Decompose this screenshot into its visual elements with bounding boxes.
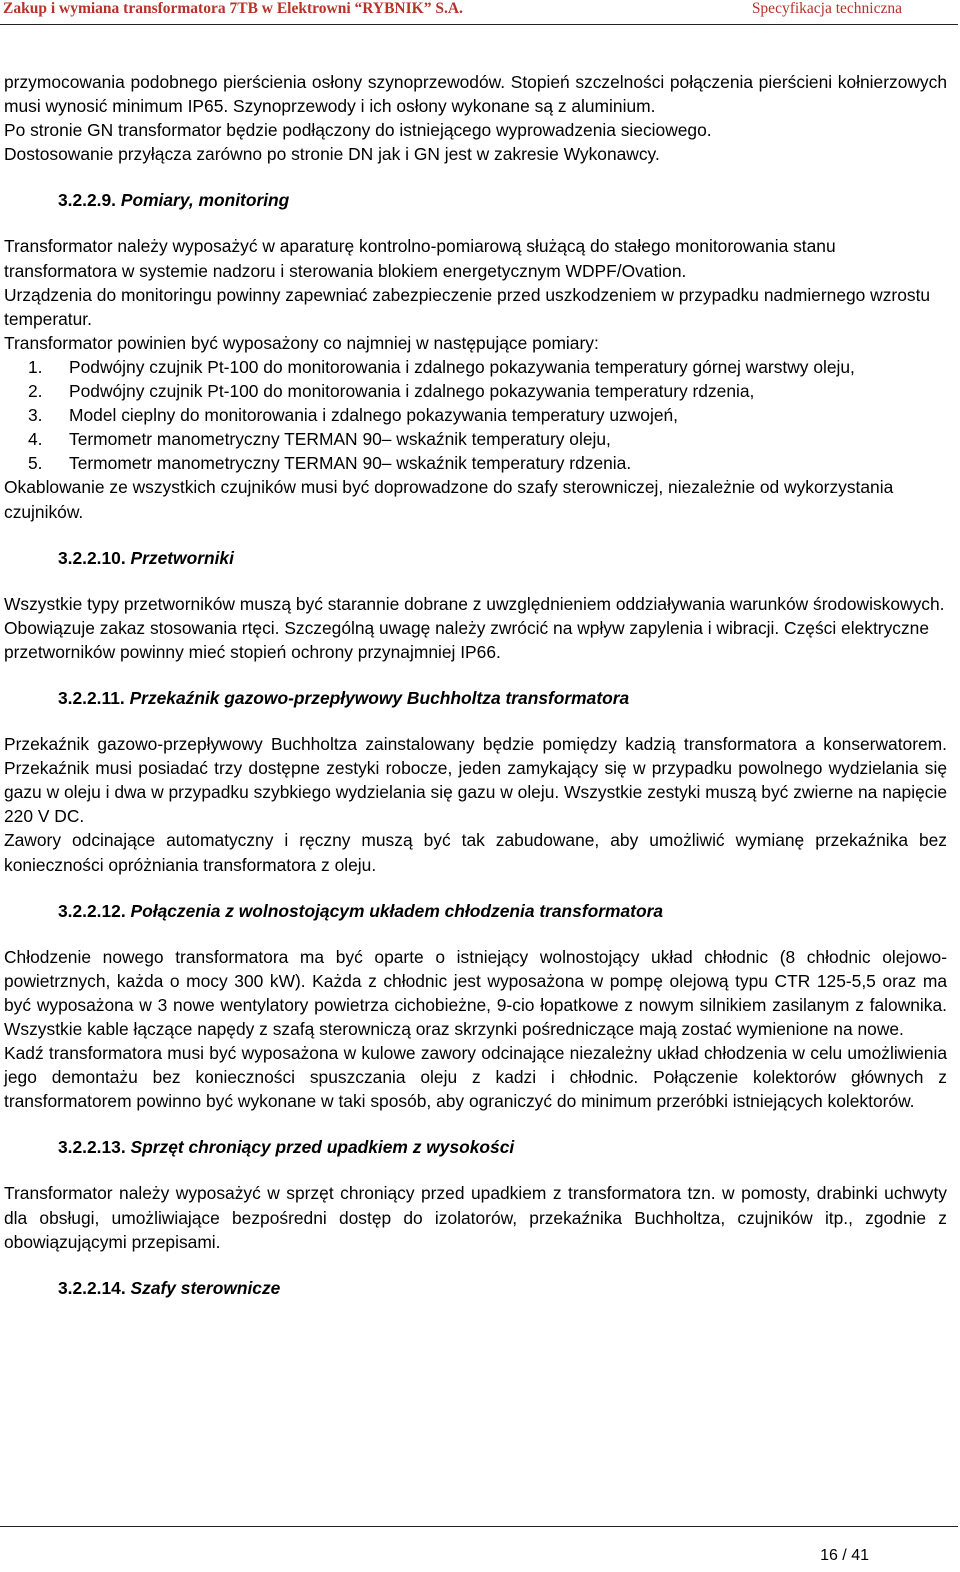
list-item <box>4 403 947 427</box>
section-number: 3.2.2.9. <box>58 190 117 211</box>
s11-paragraph-2: Zawory odcinające automatyczny i ręczny muszą być tak zabudowane, aby umożliwić wymianę przekaźnika bez konieczności opróżniania transformatora z oleju. <box>4 830 947 875</box>
section-title: Sprzęt chroniący przed upadkiem z wysokości <box>130 1137 515 1158</box>
list-item <box>4 451 947 475</box>
section-title: Przekaźnik gazowo-przepływowy Buchholtza transformatora <box>129 687 630 708</box>
s9-paragraph-3: Transformator powinien być wyposażony co najmniej w następujące pomiary: <box>4 332 599 353</box>
section-title: Pomiary, monitoring <box>120 190 290 211</box>
section-heading-3-2-2-9 <box>4 188 947 212</box>
section-heading-3-2-2-12 <box>4 899 947 923</box>
list-item-number: 1. <box>28 356 43 377</box>
list-item-number: 4. <box>28 429 43 450</box>
section-heading-3-2-2-13 <box>4 1135 947 1159</box>
section-heading-3-2-2-14 <box>4 1276 947 1300</box>
list-item-text: Podwójny czujnik Pt-100 do monitorowania i zdalnego pokazywania temperatury górnej warstwy oleju, <box>69 356 855 377</box>
page-content <box>4 70 947 1300</box>
document-subtitle: Specyfikacja techniczna <box>751 0 902 17</box>
page-header <box>0 0 960 22</box>
list-item-number: 3. <box>28 405 43 426</box>
section-title: Połączenia z wolnostojącym układem chłodzenia transformatora <box>130 900 664 921</box>
list-item-text: Termometr manometryczny TERMAN 90– wskaźnik temperatury oleju, <box>69 429 611 450</box>
list-item-text: Termometr manometryczny TERMAN 90– wskaźnik temperatury rdzenia. <box>69 453 632 474</box>
intro-paragraph-2: Po stronie GN transformator będzie podłączony do istniejącego wyprowadzenia sieciowego. <box>4 120 712 141</box>
s13-paragraph-1: Transformator należy wyposażyć w sprzęt chroniący przed upadkiem z transformatora tzn. w pomosty, drabinki uchwyty dla obsługi, umożliwiające bezpośredni dostęp do izolatorów, przekaźnika Buchholtza, czujników itp., zgodnie z obowiązującymi przepisami. <box>4 1183 947 1252</box>
section-title: Szafy sterownicze <box>130 1277 281 1298</box>
s10-paragraph-1: Wszystkie typy przetworników muszą być starannie dobrane z uwzględnieniem oddziaływania warunków środowiskowych. Obowiązuje zakaz stosowania rtęci. Szczególną uwagę należy zwrócić na wpływ zapylenia i wibracji. Części elektryczne przetworników powinny mieć stopień ochrony przynajmniej IP66. <box>4 593 945 662</box>
s9-paragraph-1: Transformator należy wyposażyć w aparaturę kontrolno-pomiarową służącą do stałego monitorowania stanu transformatora w systemie nadzoru i sterowania blokiem energetycznym WDPF/Ovation. <box>4 236 836 281</box>
document-title: Zakup i wymiana transformatora 7TB w Elektrowni “RYBNIK” S.A. <box>3 0 463 17</box>
header-divider <box>0 24 958 25</box>
section-heading-3-2-2-10 <box>4 546 947 570</box>
s12-paragraph-2: Kadź transformatora musi być wyposażona w kulowe zawory odcinające niezależny układ chłodzenia w celu umożliwienia jego demontażu bez konieczności spuszczania oleju z kadzi i chłodnic. Połączenie kolektorów głównych z transformatorem powinno być wykonane w taki sposób, aby ograniczyć do minimum przeróbki istniejących kolektorów. <box>4 1043 947 1112</box>
s9-paragraph-4: Okablowanie ze wszystkich czujników musi być doprowadzone do szafy sterowniczej, niezależnie od wykorzystania czujników. <box>4 477 894 522</box>
list-item-text: Podwójny czujnik Pt-100 do monitorowania i zdalnego pokazywania temperatury rdzenia, <box>69 381 755 402</box>
list-item <box>4 355 947 379</box>
page-number: 16 / 41 <box>820 1547 869 1564</box>
list-item <box>4 427 947 451</box>
s11-paragraph-1: Przekaźnik gazowo-przepływowy Buchholtza zainstalowany będzie pomiędzy kadzią transformatora a konserwatorem. Przekaźnik musi posiadać trzy dostępne zestyki robocze, jeden zamykający się w przypadku powolnego wydzielania się gazu w oleju i dwa w przypadku szybkiego wydzielania się gazu w oleju. Wszystkie zestyki muszą być zwierne na napięcie 220 V DC. <box>4 734 947 827</box>
intro-paragraph-1: przymocowania podobnego pierścienia osłony szynoprzewodów. Stopień szczelności połączenia pierścieni kołnierzowych musi wynosić minimum IP65. Szynoprzewody i ich osłony wykonane są z aluminium. <box>4 72 947 117</box>
measurement-list <box>4 355 947 475</box>
section-number: 3.2.2.12. <box>58 900 126 921</box>
list-item <box>4 379 947 403</box>
s12-paragraph-1: Chłodzenie nowego transformatora ma być oparte o istniejący wolnostojący układ chłodnic (8 chłodnic olejowo-powietrznych, każda o mocy 300 kW). Każda z chłodnic jest wyposażona w pompę olejową typu CTR 125-5,5 oraz ma być wyposażona w 3 nowe wentylatory powietrza cichobieżne, 9-cio łopatkowe z nowym silnikiem zasilanym z falownika. Wszystkie kable łączące napędy z szafą sterowniczą oraz skrzynki pośredniczące mają zostać wymienione na nowe. <box>4 946 947 1039</box>
list-item-number: 2. <box>28 381 43 402</box>
section-number: 3.2.2.14. <box>58 1277 126 1298</box>
section-number: 3.2.2.11. <box>58 687 125 708</box>
footer-divider <box>0 1526 958 1527</box>
list-item-number: 5. <box>28 453 43 474</box>
list-item-text: Model cieplny do monitorowania i zdalnego pokazywania temperatury uzwojeń, <box>69 405 679 426</box>
s9-paragraph-2: Urządzenia do monitoringu powinny zapewniać zabezpieczenie przed uszkodzeniem w przypadku nadmiernego wzrostu temperatur. <box>4 284 931 329</box>
section-number: 3.2.2.13. <box>58 1137 126 1158</box>
intro-paragraph-3: Dostosowanie przyłącza zarówno po stronie DN jak i GN jest w zakresie Wykonawcy. <box>4 144 660 165</box>
section-title: Przetworniki <box>130 547 234 568</box>
section-heading-3-2-2-11 <box>4 686 947 710</box>
section-number: 3.2.2.10. <box>58 547 126 568</box>
